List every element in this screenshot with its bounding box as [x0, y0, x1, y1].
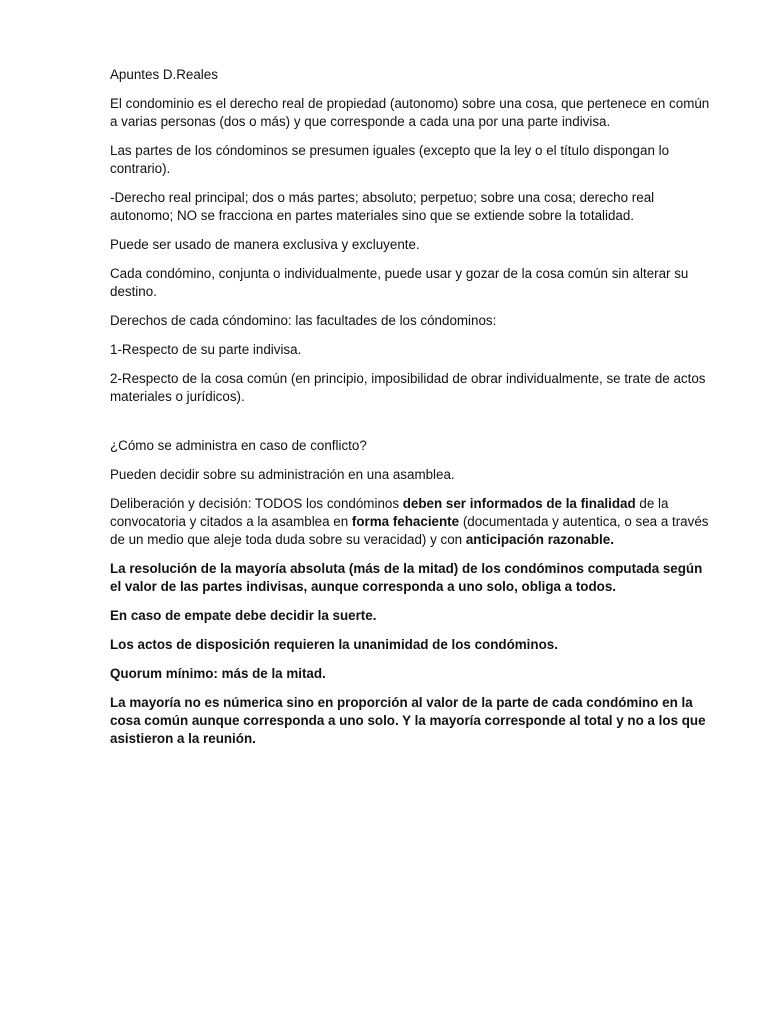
deliberation-bold-2: forma fehaciente — [351, 514, 460, 529]
deliberation-text-2: de la convocatoria y citados a la asamblea en — [110, 496, 669, 529]
majority-proportion-bold: La mayoría no es númerica sino en proporción al valor de la parte de cada condómino en la cosa común aunque corresponda a uno solo. Y la mayoría corresponde al total y no a los que asistieron a la reunión. — [110, 695, 706, 746]
deliberation-bold-1: deben ser informados de la finalidad — [402, 496, 636, 511]
paragraph-definition: El condominio es el derecho real de propiedad (autonomo) sobre una cosa, que pertenece en común a varias personas (dos o más) y que corresponde a cada una por una parte indivisa. — [110, 96, 710, 129]
paragraph-exclusive-use: Puede ser usado de manera exclusiva y excluyente. — [110, 237, 420, 252]
paragraph-right-2: 2-Respecto de la cosa común (en principio, imposibilidad de obrar individualmente, se trate de actos materiales o jurídicos). — [110, 371, 706, 404]
paragraph-assembly: Pueden decidir sobre su administración en una asamblea. — [110, 467, 455, 482]
paragraph-absolute-majority — [110, 560, 715, 596]
paragraph-conflict-question: ¿Cómo se administra en caso de conflicto? — [110, 438, 367, 453]
quorum-bold: Quorum mínimo: más de la mitad. — [110, 666, 326, 681]
paragraph-characteristics: -Derecho real principal; dos o más partes; absoluto; perpetuo; sobre una cosa; derecho real autonomo; NO se fracciona en partes materiales sino que se extiende sobre la totalidad. — [110, 190, 655, 223]
paragraph-quorum — [110, 665, 715, 683]
tie-bold: En caso de empate debe decidir la suerte. — [110, 608, 377, 623]
paragraph-right-1: 1-Respecto de su parte indivisa. — [110, 342, 302, 357]
paragraph-majority-proportion — [110, 694, 715, 748]
deliberation-text-1: Deliberación y decisión: TODOS los condóminos — [110, 496, 403, 511]
absolute-majority-bold: La resolución de la mayoría absoluta (más de la mitad) de los condóminos computada según el valor de las partes indivisas, aunque corresponda a uno solo, obliga a todos. — [110, 561, 703, 594]
paragraph-deliberation — [110, 495, 715, 549]
paragraph-use-and-enjoy: Cada condómino, conjunta o individualmente, puede usar y gozar de la cosa común sin alterar su destino. — [110, 266, 689, 299]
paragraph-equal-parts: Las partes de los cóndominos se presumen iguales (excepto que la ley o el título dispongan lo contrario). — [110, 143, 670, 176]
paragraph-rights-heading: Derechos de cada cóndomino: las facultades de los cóndominos: — [110, 313, 497, 328]
paragraph-tie — [110, 607, 715, 625]
deliberation-text-3: (documentada y autentica, o sea a través de un medio que aleje toda duda sobre su veracidad) y con — [110, 514, 709, 547]
document-title: Apuntes D.Reales — [110, 67, 218, 82]
deliberation-bold-3: anticipación razonable. — [465, 532, 614, 547]
document-page — [110, 66, 715, 759]
paragraph-disposition — [110, 636, 715, 654]
disposition-bold: Los actos de disposición requieren la unanimidad de los condóminos. — [110, 637, 558, 652]
